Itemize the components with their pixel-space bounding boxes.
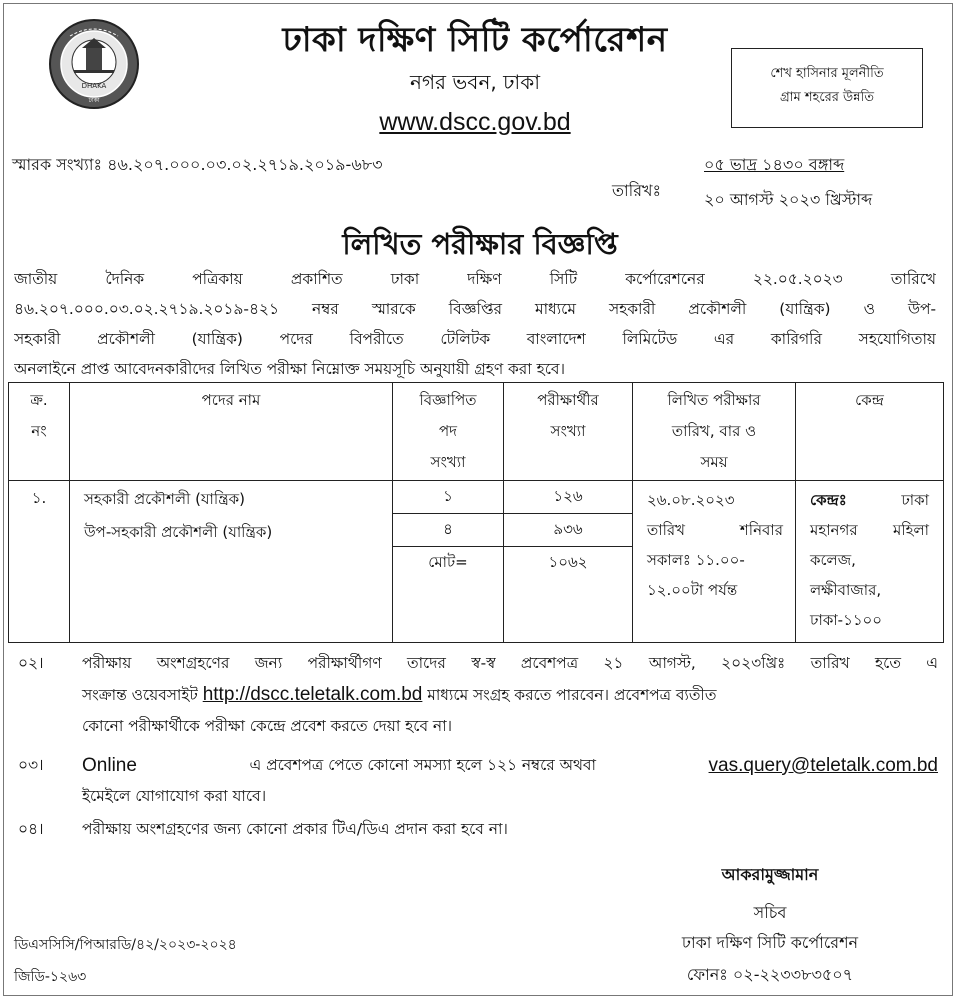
advertised-total-label: মোট= bbox=[428, 552, 468, 571]
intro-line: অনলাইনে প্রাপ্ত আবেদনকারীদের লিখিত পরীক্ষা নিম্নোক্ত সময়সূচি অনুযায়ী গ্রহণ করা হবে। bbox=[14, 360, 565, 378]
header-post-name: পদের নাম bbox=[70, 383, 393, 481]
table-row bbox=[9, 481, 944, 643]
row-candidates bbox=[504, 481, 633, 643]
header-candidates: পরীক্ষার্থীর সংখ্যা bbox=[504, 383, 633, 481]
header-serial: ক্র. নং bbox=[9, 383, 70, 481]
row-exam-date bbox=[633, 481, 796, 643]
candidate-count: ৯৩৬ bbox=[504, 514, 632, 547]
logo-bottom-text: ঢাকা bbox=[88, 97, 100, 104]
dscc-logo bbox=[48, 18, 140, 110]
signatory-name: আকরামুজ্জামান bbox=[721, 865, 819, 884]
header-center: কেন্দ্র bbox=[796, 383, 944, 481]
exam-date-line: তারিখ শনিবার bbox=[647, 521, 783, 539]
signatory-organization: ঢাকা দক্ষিণ সিটি কর্পোরেশন bbox=[681, 933, 859, 952]
point-line: ইমেইলে যোগাযোগ করা যাবে। bbox=[82, 787, 267, 805]
point-line: সংক্রান্ত ওয়েবসাইট http://dscc.teletalk.com.bd মাধ্যমে সংগ্রহ করতে পারবেন। প্রবেশপত্র ব্যতীত bbox=[82, 684, 717, 705]
row-center bbox=[796, 481, 944, 643]
center-line: ঢাকা bbox=[901, 491, 929, 509]
online-text: Online bbox=[82, 755, 137, 776]
point-line: পরীক্ষায় অংশগ্রহণের জন্য কোনো প্রকার টিএ/ডিএ প্রদান করা হবে না। bbox=[82, 820, 508, 838]
center-line: লক্ষীবাজার, bbox=[810, 581, 882, 599]
center-line: ঢাকা-১১০০ bbox=[810, 611, 883, 629]
point-line: Online এ প্রবেশপত্র পেতে কোনো সমস্যা হলে ১২১ নম্বরে অথবা vas.query@teletalk.com.bd bbox=[82, 750, 938, 781]
center-line: কলেজ, bbox=[810, 551, 856, 569]
exam-schedule-table bbox=[8, 382, 944, 643]
row-posts bbox=[70, 481, 393, 643]
notice-title: লিখিত পরীক্ষার বিজ্ঞপ্তি bbox=[342, 227, 618, 261]
point-number: ০৪। bbox=[18, 820, 44, 838]
candidate-total: ১০৬২ bbox=[548, 552, 588, 571]
teletalk-link[interactable]: http://dscc.teletalk.com.bd bbox=[202, 684, 423, 705]
table-header-row bbox=[9, 383, 944, 481]
motto-line-2: গ্রাম শহরের উন্নতি bbox=[779, 90, 875, 105]
org-address: নগর ভবন, ঢাকা bbox=[410, 70, 540, 94]
signatory-phone: ফোনঃ ০২-২২৩৩৮৩৫০৭ bbox=[686, 965, 854, 984]
point-number: ০২। bbox=[18, 654, 44, 672]
date-english: ২০ আগস্ট ২০২৩ খ্রিস্টাব্দ bbox=[704, 190, 873, 209]
email-link[interactable]: vas.query@teletalk.com.bd bbox=[708, 755, 938, 776]
point-body bbox=[82, 750, 938, 812]
date-label: তারিখঃ bbox=[612, 181, 662, 200]
intro-line: জাতীয় দৈনিক পত্রিকায় প্রকাশিত ঢাকা দক্ষিণ সিটি কর্পোরেশনের ২২.০৫.২০২৩ তারিখে bbox=[14, 270, 936, 288]
org-website-link[interactable]: www.dscc.gov.bd bbox=[379, 108, 571, 136]
header-exam-date: লিখিত পরীক্ষার তারিখ, বার ও সময় bbox=[633, 383, 796, 481]
point-line: কোনো পরীক্ষার্থীকে পরীক্ষা কেন্দ্রে প্রবেশ করতে দেয়া হবে না। bbox=[82, 717, 453, 735]
center-first-line bbox=[796, 481, 943, 515]
logo-name-en: DHAKA bbox=[81, 82, 107, 90]
motto-line-1: শেখ হাসিনার মূলনীতি bbox=[770, 66, 884, 81]
row-advertised bbox=[393, 481, 504, 643]
point-body bbox=[82, 648, 938, 742]
advertised-count: ৪ bbox=[393, 514, 503, 547]
row-serial: ১. bbox=[9, 481, 70, 643]
intro-line: সহকারী প্রকৌশলী (যান্ত্রিক) পদের বিপরীতে টেলিটক বাংলাদেশ লিমিটেড এর কারিগরি সহযোগিতায় bbox=[14, 330, 936, 348]
exam-date-line: ১২.০০টা পর্যন্ত bbox=[647, 581, 738, 599]
intro-line: ৪৬.২০৭.০০০.০৩.০২.২৭১৯.২০১৯-৪২১ নম্বর স্মারকে বিজ্ঞপ্তির মাধ্যমে সহকারী প্রকৌশলী (যান্ত্রিক) ও উপ- bbox=[14, 300, 936, 318]
point-line: পরীক্ষায় অংশগ্রহণের জন্য পরীক্ষার্থীগণ তাদের স্ব-স্ব প্রবেশপত্র ২১ আগস্ট, ২০২৩খ্রিঃ তারিখ হতে এ bbox=[82, 654, 938, 672]
point-body bbox=[82, 814, 938, 845]
org-title: ঢাকা দক্ষিণ সিটি কর্পোরেশন bbox=[282, 20, 668, 60]
motto-box bbox=[731, 48, 923, 128]
date-bangla: ০৫ ভাদ্র ১৪৩০ বঙ্গাব্দ bbox=[704, 155, 845, 174]
center-line: মহানগর মহিলা bbox=[810, 521, 929, 539]
footer-gd-number: জিডি-১২৬৩ bbox=[14, 969, 87, 985]
exam-date-line: সকালঃ ১১.০০- bbox=[647, 551, 745, 569]
point-number: ০৩। bbox=[18, 756, 44, 774]
candidate-count: ১২৬ bbox=[504, 481, 632, 514]
header-advertised: বিজ্ঞাপিত পদ সংখ্যা bbox=[393, 383, 504, 481]
intro-paragraph bbox=[14, 264, 936, 384]
signatory-designation: সচিব bbox=[753, 903, 787, 922]
advertised-count: ১ bbox=[393, 481, 503, 514]
exam-date-line: ২৬.০৮.২০২৩ bbox=[647, 491, 735, 509]
memo-number: স্মারক সংখ্যাঃ ৪৬.২০৭.০০০.০৩.০২.২৭১৯.২০১৯-৬৮৩ bbox=[12, 155, 383, 174]
post-name: উপ-সহকারী প্রকৌশলী (যান্ত্রিক) bbox=[84, 523, 273, 541]
footer-reference: ডিএসসিসি/পিআরডি/৪২/২০২৩-২০২৪ bbox=[14, 937, 237, 953]
center-label: কেন্দ্রঃ bbox=[810, 491, 847, 509]
post-name: সহকারী প্রকৌশলী (যান্ত্রিক) bbox=[84, 490, 245, 508]
